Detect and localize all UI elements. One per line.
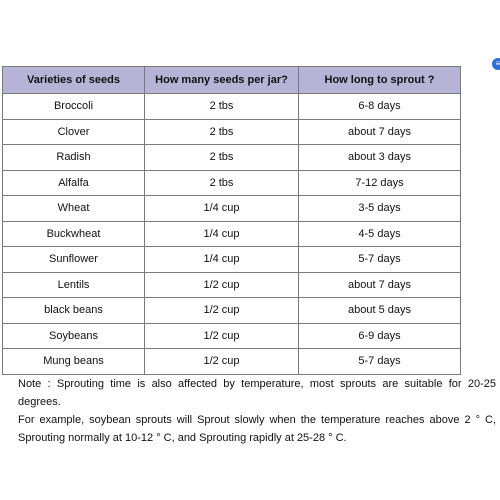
cell-variety: Clover [3,119,145,145]
cell-duration: 6-9 days [299,323,461,349]
cell-variety: Wheat [3,196,145,222]
table-row [3,247,461,273]
table-row [3,94,461,120]
cell-amount: 1/2 cup [145,323,299,349]
cell-duration: 5-7 days [299,247,461,273]
table-row [3,221,461,247]
cell-amount: 2 tbs [145,145,299,171]
cell-duration: 4-5 days [299,221,461,247]
note-line-2: For example, soybean sprouts will Sprout slowly when the temperature reaches above 2 ° C, Sprouting normally at 10-12 ° C, and Sprouting rapidly at 25-28 ° C. [18,414,496,444]
cell-amount: 1/2 cup [145,349,299,375]
temperature-note [18,375,496,447]
cell-amount: 1/2 cup [145,298,299,324]
table-row [3,272,461,298]
header-variety: Varieties of seeds [3,67,145,94]
cell-variety: Broccoli [3,94,145,120]
cell-variety: Alfalfa [3,170,145,196]
cell-variety: black beans [3,298,145,324]
note-line-1: Note : Sprouting time is also affected by temperature, most sprouts are suitable for 20-25 degrees. [18,378,496,408]
table-row [3,196,461,222]
table-row [3,298,461,324]
cell-amount: 2 tbs [145,170,299,196]
cell-amount: 2 tbs [145,119,299,145]
cell-duration: about 5 days [299,298,461,324]
table-row [3,145,461,171]
cell-variety: Soybeans [3,323,145,349]
table-row [3,170,461,196]
cell-duration: 7-12 days [299,170,461,196]
cell-variety: Sunflower [3,247,145,273]
sprouting-table [2,66,461,375]
table-row [3,119,461,145]
cell-duration: 6-8 days [299,94,461,120]
app-badge-icon: ≡ [492,58,500,70]
cell-variety: Radish [3,145,145,171]
cell-amount: 2 tbs [145,94,299,120]
cell-duration: about 3 days [299,145,461,171]
cell-duration: about 7 days [299,119,461,145]
cell-amount: 1/4 cup [145,221,299,247]
table-header-row [3,67,461,94]
cell-duration: 5-7 days [299,349,461,375]
cell-amount: 1/4 cup [145,196,299,222]
cell-variety: Mung beans [3,349,145,375]
table-row [3,349,461,375]
header-sprout-time: How long to sprout ? [299,67,461,94]
cell-variety: Buckwheat [3,221,145,247]
header-seeds-per-jar: How many seeds per jar? [145,67,299,94]
cell-amount: 1/2 cup [145,272,299,298]
table-row [3,323,461,349]
cell-variety: Lentils [3,272,145,298]
cell-duration: 3-5 days [299,196,461,222]
cell-amount: 1/4 cup [145,247,299,273]
cell-duration: about 7 days [299,272,461,298]
